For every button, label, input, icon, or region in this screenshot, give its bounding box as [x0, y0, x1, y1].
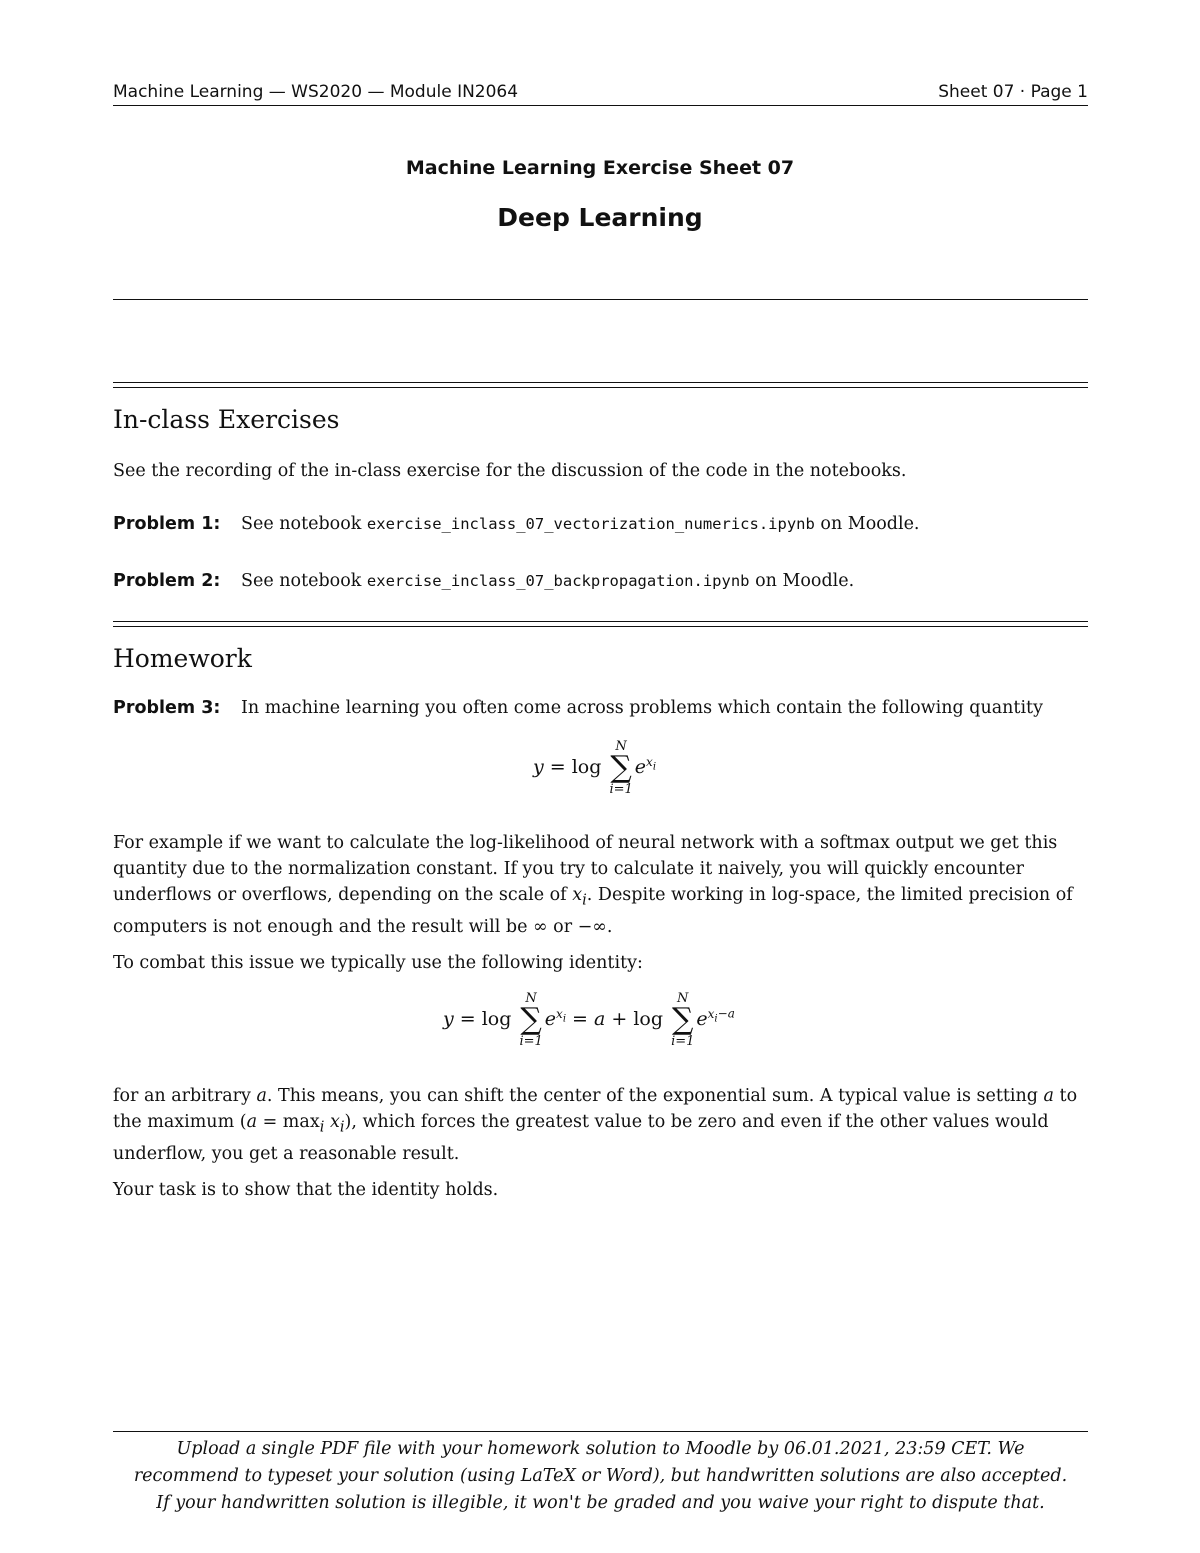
section-rule-top [113, 621, 1088, 622]
equation-identity: y = log N ∑ i=1 $e^{x_i} = a + \log$ N ∑ i=1 $e^{x_i-a}$ [443, 991, 735, 1049]
problem-3 [113, 698, 1043, 718]
problem-1-label: Problem 1: [113, 514, 221, 534]
equation-logsumexp: y = log N ∑ i=1 $e^{x_i}$ [533, 739, 657, 797]
paragraph-motivation: For example if we want to calculate the log-likelihood of neural network with a softmax output we get this quantity due to the normalization constant. If you try to calculate it naively, you will quickly encounter underflows or overflows, depending on the scale of $x_i$. Despite working in log-space, the limited precision of computers is not enough and the result will be ∞ or −∞. [113, 833, 1073, 937]
paragraph-shift: for an arbitrary a. This means, you can shift the center of the exponential sum. A typical value is setting a to the maximum $(a = \max_i x_i)$, which forces the greatest value to be zero and even if the other values would underflow, you get a reasonable result. [113, 1086, 1078, 1164]
inclass-intro: See the recording of the in-class exercise for the discussion of the code in the notebooks. [113, 461, 907, 481]
section-rule-bottom [113, 387, 1088, 388]
problem-1: Problem 1: See notebook exercise_inclass_07_vectorization_numerics.ipynb on Moodle. [113, 514, 920, 534]
inclass-heading: In-class Exercises [113, 405, 340, 434]
notebook-filename: exercise_inclass_07_backpropagation.ipynb [366, 572, 750, 590]
running-header-left: Machine Learning — WS2020 — Module IN2064 [113, 82, 519, 102]
submission-footer: Upload a single PDF file with your homework solution to Moodle by 06.01.2021, 23:59 CET. We recommend to typeset your solution (using LaTeX or Word), but handwritten solutions are also accepted. If your handwritten solution is illegible, it won't be graded and you waive your right to dispute that. [133, 1439, 1068, 1513]
problem-2: Problem 2: See notebook exercise_inclass_07_backpropagation.ipynb on Moodle. [113, 571, 855, 591]
paragraph-task: Your task is to show that the identity holds. [113, 1180, 499, 1200]
problem-3-text: In machine learning you often come across problems which contain the following quantity [241, 698, 1043, 718]
title-divider [113, 299, 1088, 300]
sheet-title: Machine Learning Exercise Sheet 07 [405, 157, 795, 179]
notebook-filename: exercise_inclass_07_vectorization_numerics.ipynb [366, 515, 815, 533]
section-rule-top [113, 382, 1088, 383]
footer-rule [113, 1431, 1088, 1432]
section-rule-bottom [113, 626, 1088, 627]
header-rule [113, 105, 1088, 106]
running-header-right: Sheet 07 · Page 1 [938, 82, 1088, 102]
sheet-topic: Deep Learning [497, 203, 703, 232]
homework-heading: Homework [113, 644, 252, 673]
paragraph-identity-intro: To combat this issue we typically use the following identity: [113, 953, 643, 973]
problem-2-label: Problem 2: [113, 571, 221, 591]
problem-3-label: Problem 3: [113, 698, 221, 718]
